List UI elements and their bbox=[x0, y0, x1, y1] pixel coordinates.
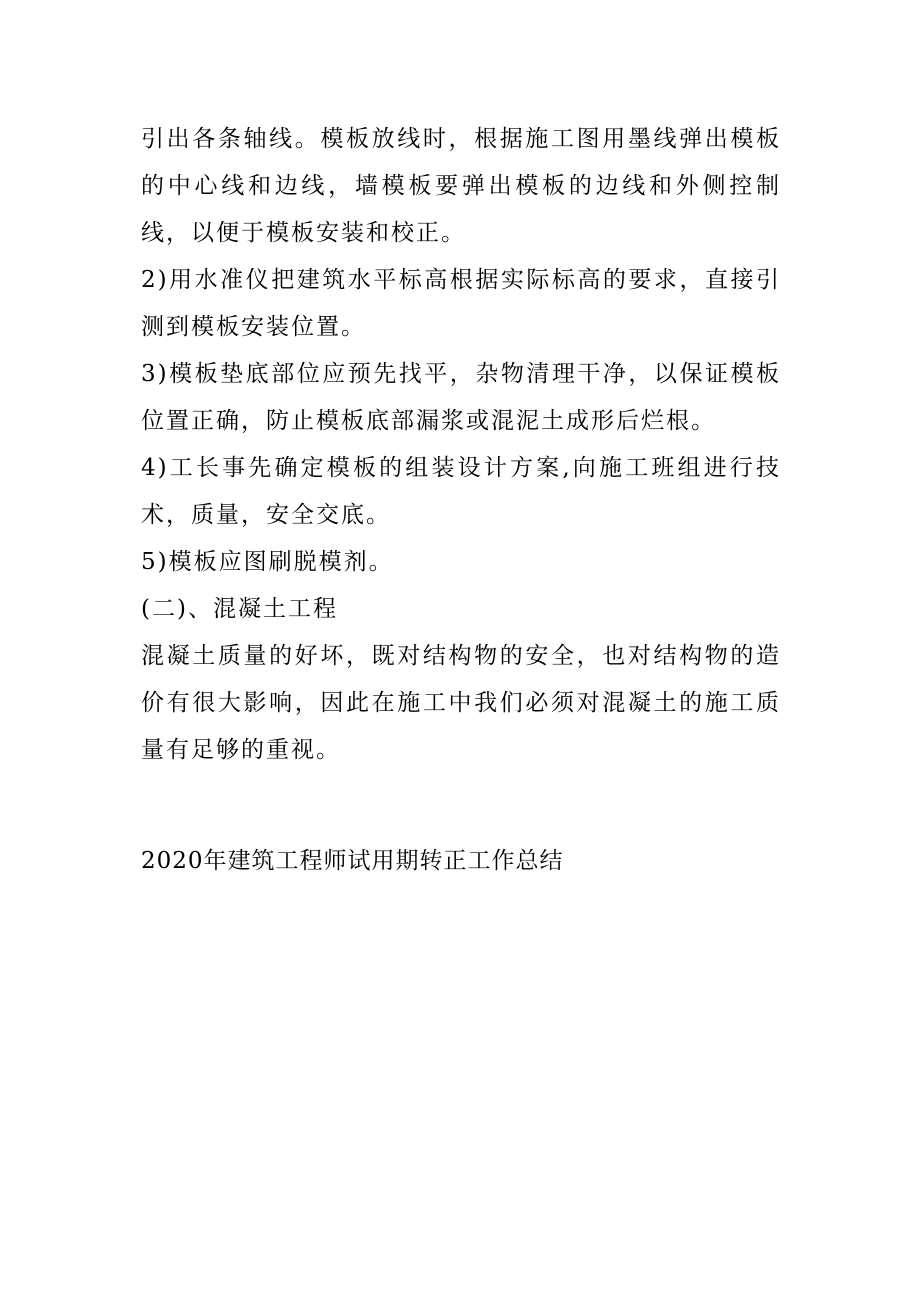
paragraph-release-agent: 5)模板应图刷脱模剂。 bbox=[141, 549, 394, 575]
section-heading-concrete: (二)、混凝土工程 bbox=[141, 596, 338, 622]
document-title: 2020年建筑工程师试用期转正工作总结 bbox=[141, 848, 564, 874]
paragraph-concrete-quality: 混凝土质量的好坏，既对结构物的安全，也对结构物的造价有很大影响，因此在施工中我们必须对混凝土的施工质量有足够的重视。 bbox=[141, 643, 781, 763]
paragraph-axis-lines: 引出各条轴线。模板放线时，根据施工图用墨线弹出模板的中心线和边线，墙模板要弹出模板的边线和外侧控制线，以便于模板安装和校正。 bbox=[141, 126, 781, 246]
document-body bbox=[141, 116, 781, 774]
paragraph-formwork-base: 3)模板垫底部位应预先找平，杂物清理干净，以保证模板位置正确，防止模板底部漏浆或混泥土成形后烂根。 bbox=[141, 361, 781, 434]
paragraph-level-elevation: 2)用水准仪把建筑水平标高根据实际标高的要求，直接引测到模板安装位置。 bbox=[141, 267, 781, 340]
paragraph-assembly-plan: 4)工长事先确定模板的组装设计方案,向施工班组进行技术，质量，安全交底。 bbox=[141, 455, 781, 528]
